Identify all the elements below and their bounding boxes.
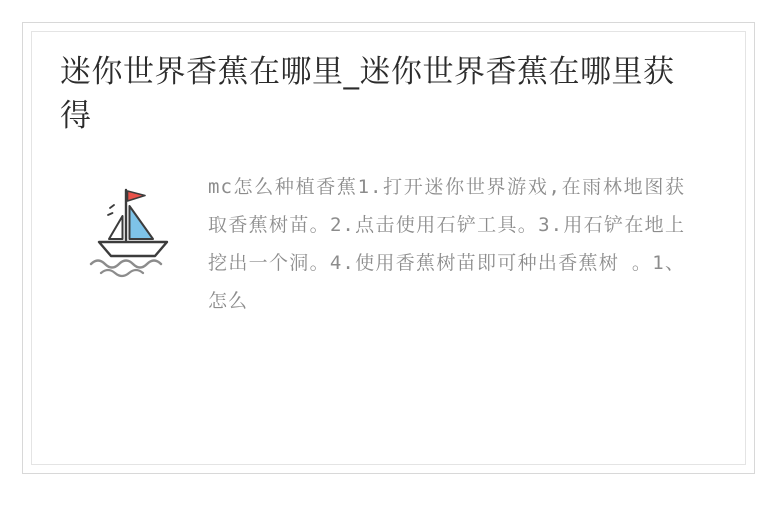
article-card-inner [31,31,746,465]
sailboat-illustration-icon [58,168,208,284]
page-title: 迷你世界香蕉在哪里_迷你世界香蕉在哪里获得 [60,54,675,134]
article-card [22,22,755,474]
article-body [58,168,719,320]
article-paragraph: mc怎么种植香蕉1.打开迷你世界游戏,在雨林地图获取香蕉树苗。2.点击使用石铲工具。3.用石铲在地上挖出一个洞。4.使用香蕉树苗即可种出香蕉树 。1、怎么 [208,176,685,312]
